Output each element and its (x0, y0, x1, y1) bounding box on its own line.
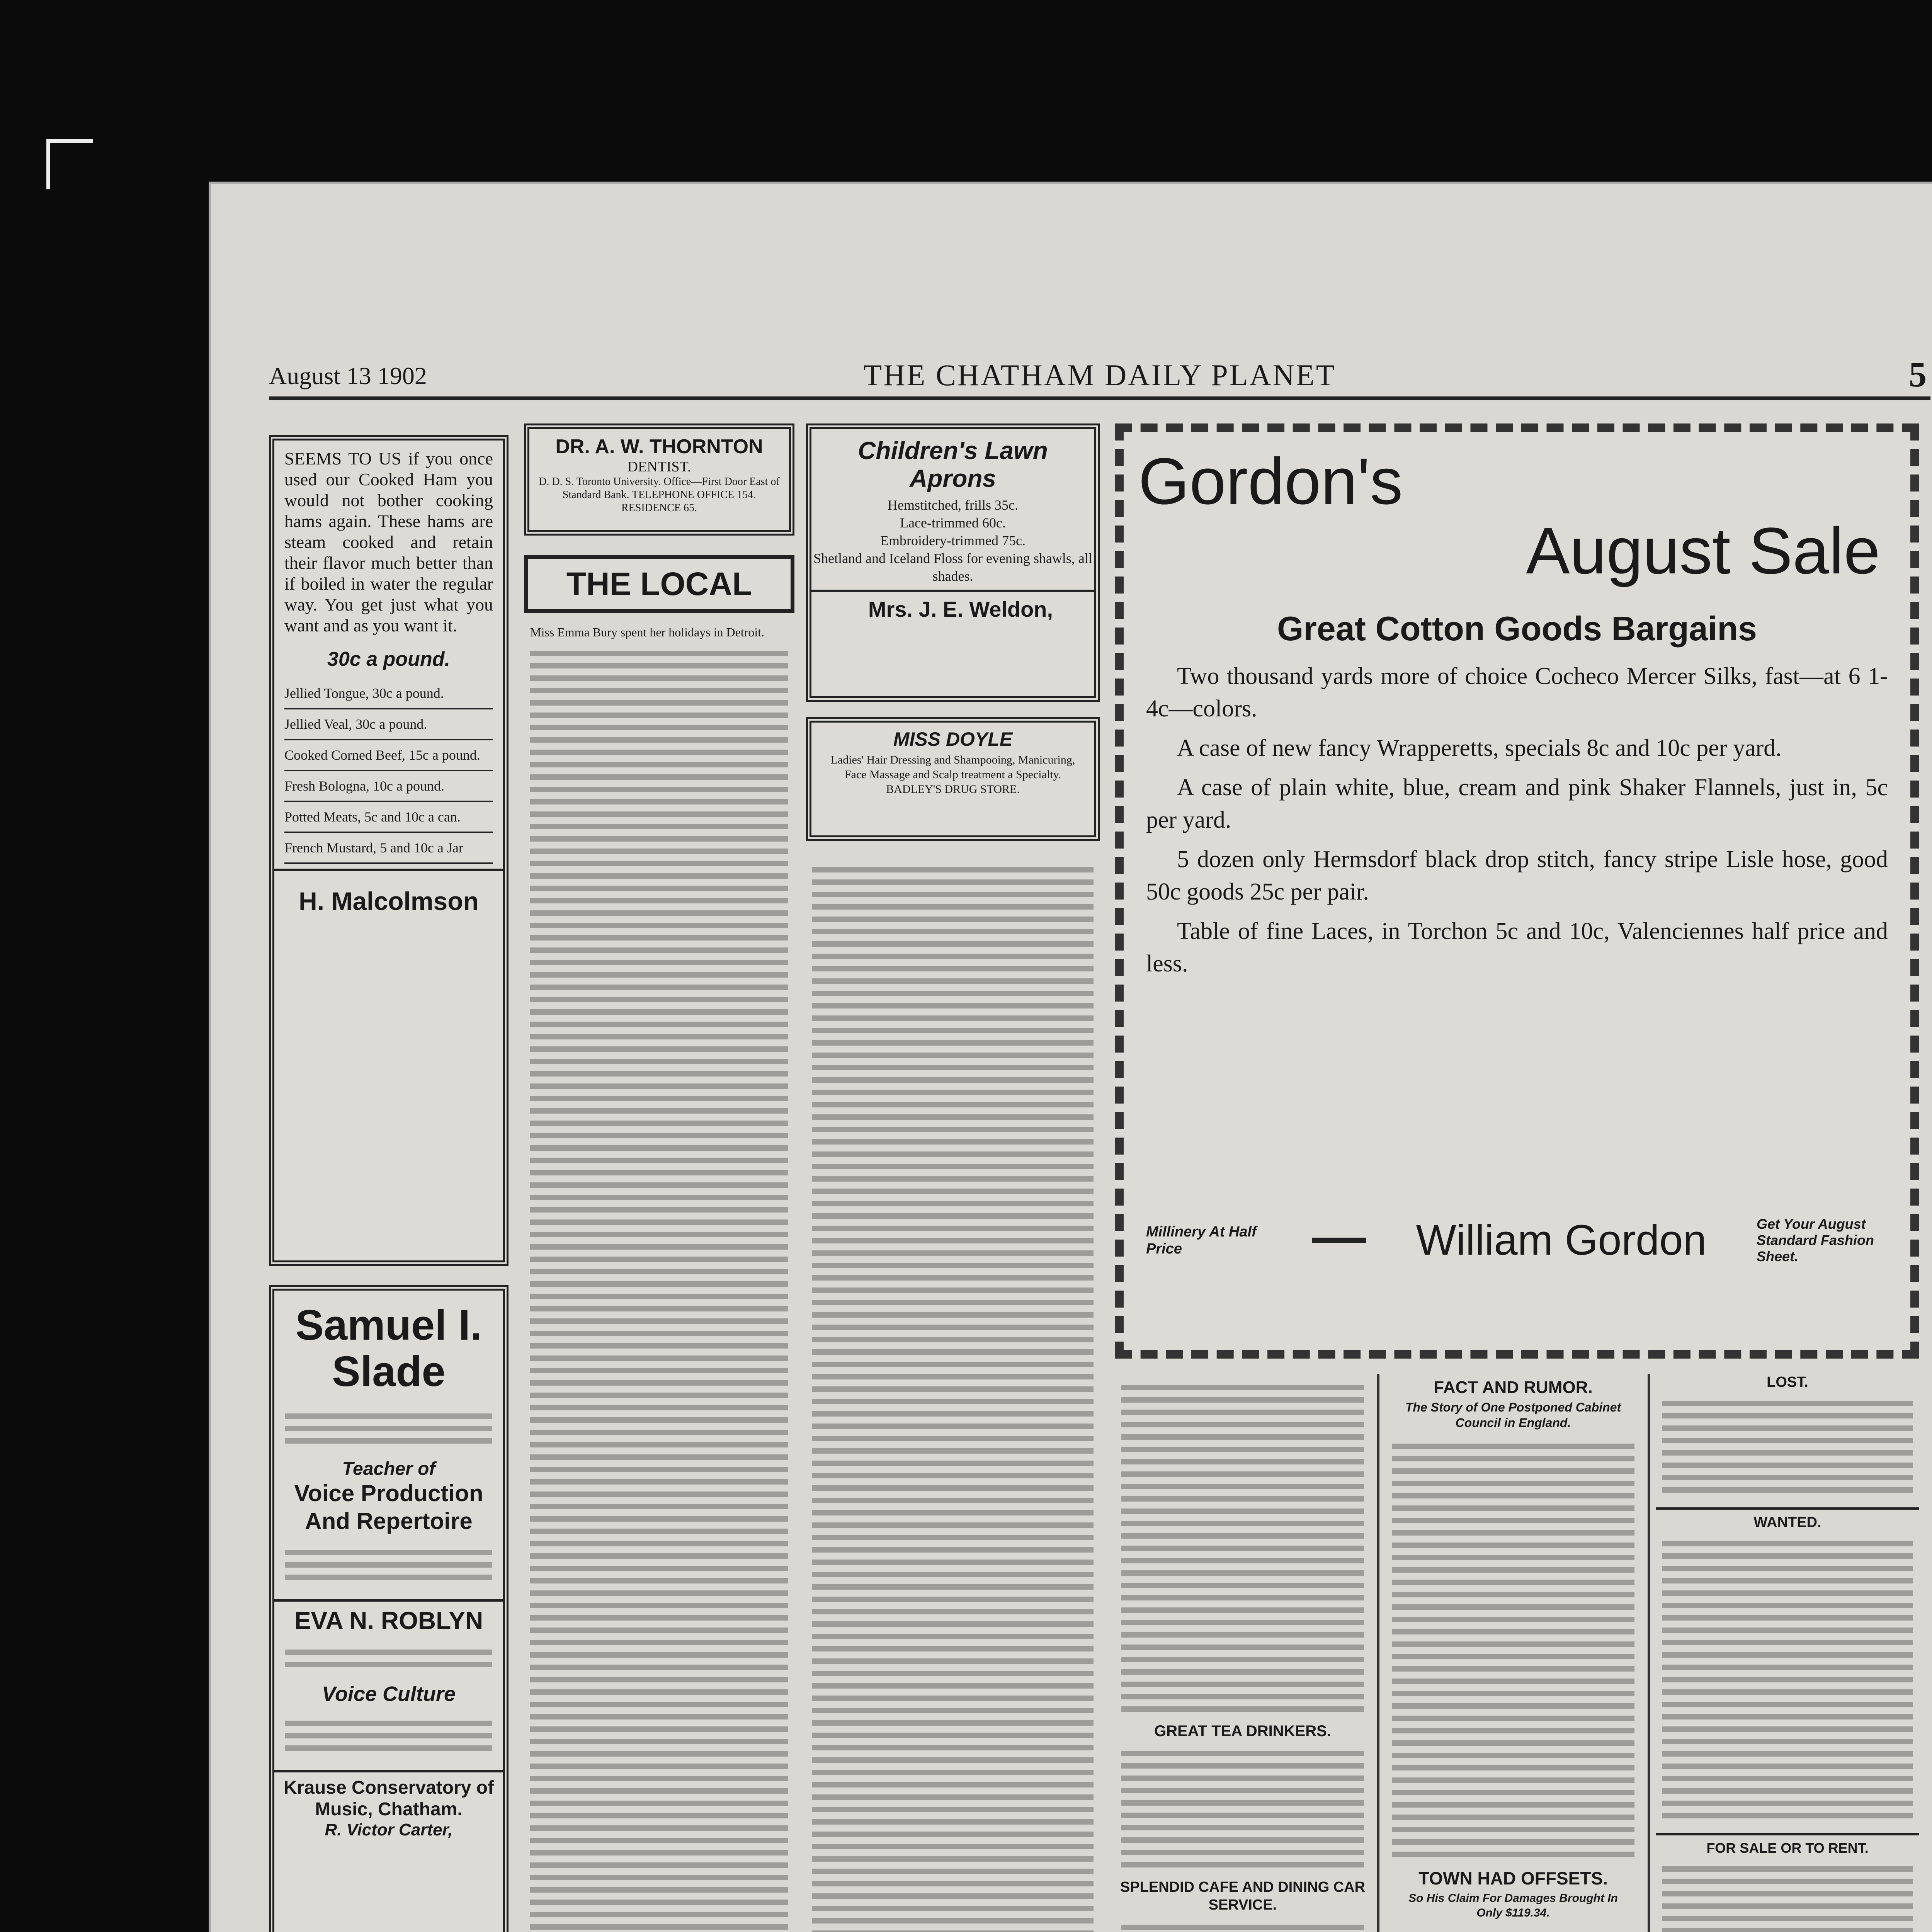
gordon-paragraph: A case of new fancy Wrapperetts, specials 8c and 10c per yard. (1177, 735, 1782, 761)
text-line (530, 849, 788, 854)
text-line (530, 1504, 788, 1509)
text-line (812, 1003, 1094, 1009)
text-line (530, 1702, 788, 1707)
text-line (812, 1053, 1094, 1058)
text-line (530, 1689, 788, 1695)
local-budget-heading-box (524, 555, 794, 613)
text-line (530, 1244, 788, 1250)
fact-subheading: The Story of One Postponed Cabinet Council in England. (1405, 1400, 1621, 1430)
text-line (530, 824, 788, 829)
ham-item: French Mustard, 5 and 10c a Jar (284, 833, 493, 864)
text-line (530, 1022, 788, 1027)
text-line (530, 1603, 788, 1608)
text-line (530, 1059, 788, 1064)
text-line (530, 1628, 788, 1633)
newspaper-page (209, 182, 1932, 1932)
gordon-millinery: Millinery At Half Price (1146, 1223, 1257, 1257)
apron-item: Shetland and Iceland Floss for evening shawls, all shades. (813, 551, 1092, 584)
text-line (812, 1522, 1094, 1528)
roblyn-subject: Voice Culture (321, 1682, 456, 1706)
text-line (812, 991, 1094, 996)
text-line (812, 1646, 1094, 1651)
ham-item: Jellied Veal, 30c a pound. (284, 709, 493, 740)
great-tea-heading: GREAT TEA DRINKERS. (1154, 1723, 1331, 1740)
text-line (530, 1182, 788, 1188)
text-line (812, 1312, 1094, 1318)
local-budget-first-item: Miss Emma Bury spent her holidays in Detroit. (530, 625, 765, 639)
text-line (530, 1578, 788, 1583)
text-line (812, 1473, 1094, 1478)
for-sale-heading: FOR SALE OR TO RENT. (1706, 1840, 1869, 1856)
text-line (530, 700, 788, 706)
text-line (812, 1560, 1094, 1565)
text-line (812, 1930, 1094, 1932)
slade-subject: Voice Production And Repertoire (294, 1480, 483, 1534)
text-line (530, 787, 788, 792)
text-line (812, 917, 1094, 922)
text-line (812, 1720, 1094, 1726)
roblyn-name: EVA N. ROBLYN (294, 1607, 483, 1634)
text-line (530, 1083, 788, 1089)
text-line (530, 960, 788, 965)
text-line (812, 1597, 1094, 1602)
apron-item: Embroidery-trimmed 75c. (880, 533, 1026, 548)
text-line (812, 1263, 1094, 1268)
text-line (812, 941, 1094, 947)
text-line (812, 1362, 1094, 1367)
text-line (530, 1331, 788, 1336)
text-line (812, 867, 1094, 872)
text-line (530, 1652, 788, 1658)
text-line (812, 966, 1094, 971)
text-line (530, 688, 788, 693)
text-line (812, 1794, 1094, 1800)
text-line (812, 1139, 1094, 1145)
text-line (812, 1015, 1094, 1021)
text-line (530, 1912, 788, 1917)
text-line (530, 1009, 788, 1015)
text-line (812, 929, 1094, 934)
text-line (530, 1207, 788, 1213)
text-line (530, 1887, 788, 1893)
text-line (812, 1832, 1094, 1837)
text-line (530, 1281, 788, 1287)
text-line (812, 1065, 1094, 1070)
text-line (530, 1900, 788, 1905)
slade-role: Teacher of (342, 1459, 435, 1479)
fact-heading: FACT AND RUMOR. (1434, 1378, 1593, 1397)
text-line (530, 1726, 788, 1732)
text-line (812, 954, 1094, 959)
text-line (530, 1801, 788, 1806)
text-line (530, 910, 788, 916)
text-line (530, 1071, 788, 1077)
text-line (530, 713, 788, 718)
text-line (530, 811, 788, 817)
text-line (530, 985, 788, 990)
text-line (812, 1609, 1094, 1614)
text-line (812, 1325, 1094, 1330)
text-line (812, 1683, 1094, 1689)
text-line (530, 886, 788, 891)
column-4 (1115, 1374, 1370, 1932)
text-line (530, 675, 788, 681)
personal-notes-column (806, 856, 1100, 1932)
text-line (812, 1213, 1094, 1219)
text-line (530, 1924, 788, 1930)
text-line (812, 1881, 1094, 1886)
text-line (812, 1510, 1094, 1515)
text-line (812, 1300, 1094, 1305)
text-line (530, 1850, 788, 1855)
text-line (530, 1442, 788, 1447)
text-line (530, 836, 788, 842)
wanted-heading: WANTED. (1753, 1514, 1821, 1531)
text-line (812, 1671, 1094, 1676)
town-heading: TOWN HAD OFFSETS. (1418, 1868, 1608, 1888)
text-line (812, 879, 1094, 885)
text-line (530, 1862, 788, 1868)
thornton-title: DENTIST. (627, 459, 691, 475)
gordon-paragraph: 5 dozen only Hermsdorf black drop stitch, fancy stripe Lisle hose, good 50c goods 25c per pair. (1146, 846, 1888, 905)
text-line (530, 1368, 788, 1373)
ham-item: Potted Meats, 5c and 10c a can. (284, 802, 493, 833)
text-line (812, 1696, 1094, 1701)
text-line (812, 1250, 1094, 1256)
local-budget-heading: THE LOCAL (566, 566, 752, 602)
text-line (530, 1677, 788, 1682)
text-line (812, 1164, 1094, 1169)
thornton-ad (524, 423, 794, 536)
column-rule (1377, 1374, 1379, 1932)
text-line (530, 1306, 788, 1311)
text-line (530, 1665, 788, 1670)
text-line (812, 1547, 1094, 1553)
ham-ad (269, 435, 509, 1266)
text-line (812, 1869, 1094, 1874)
slade-name: Samuel I. Slade (295, 1301, 482, 1395)
lost-heading: LOST. (1767, 1374, 1808, 1390)
text-line (530, 997, 788, 1002)
text-line (812, 1844, 1094, 1849)
ham-item: Fresh Bologna, 10c a pound. (284, 771, 493, 802)
text-line (812, 1733, 1094, 1738)
text-line (530, 1158, 788, 1163)
text-line (812, 1151, 1094, 1157)
text-line (530, 1492, 788, 1497)
text-line (530, 1145, 788, 1151)
text-line (530, 1590, 788, 1596)
text-line (530, 1566, 788, 1571)
text-line (812, 1757, 1094, 1763)
text-line (812, 1386, 1094, 1392)
text-line (530, 1380, 788, 1386)
text-line (530, 1046, 788, 1052)
conservatory-director: R. Victor Carter, (325, 1820, 453, 1839)
text-line (812, 1856, 1094, 1862)
thornton-name: DR. A. W. THORNTON (555, 435, 763, 458)
text-line (812, 1906, 1094, 1911)
text-line (812, 1918, 1094, 1923)
text-line (812, 1399, 1094, 1404)
text-line (812, 1893, 1094, 1899)
text-line (812, 1275, 1094, 1281)
text-line (812, 978, 1094, 984)
text-line (812, 1337, 1094, 1342)
text-line (530, 1121, 788, 1126)
column-6-classifieds (1656, 1374, 1919, 1932)
text-line (530, 1170, 788, 1175)
text-line (530, 1788, 788, 1794)
text-line (812, 1423, 1094, 1429)
ham-ad-merchant: H. Malcolmson (299, 887, 479, 915)
text-line (812, 1114, 1094, 1120)
text-line (530, 1343, 788, 1349)
text-line (530, 1454, 788, 1460)
column-5 (1386, 1374, 1641, 1932)
text-line (530, 1615, 788, 1621)
text-line (530, 1776, 788, 1781)
text-line (812, 1819, 1094, 1825)
aprons-merchant: Mrs. J. E. Weldon, (868, 597, 1053, 621)
text-line (812, 1176, 1094, 1182)
text-line (812, 892, 1094, 897)
text-line (812, 1658, 1094, 1664)
text-line (812, 1448, 1094, 1454)
text-line (530, 898, 788, 903)
text-line (530, 774, 788, 780)
text-line (812, 1621, 1094, 1627)
text-line (530, 1232, 788, 1237)
newspaper-title: THE CHATHAM DAILY PLANET (863, 358, 1336, 392)
text-line (812, 1572, 1094, 1577)
text-line (530, 1269, 788, 1274)
splendid-heading: SPLENDID CAFE AND DINING CAR SERVICE. (1120, 1879, 1366, 1913)
text-line (530, 1195, 788, 1200)
text-line (530, 663, 788, 668)
ham-item: Jellied Tongue, 30c a pound. (284, 679, 493, 709)
text-line (812, 1374, 1094, 1379)
text-line (812, 1436, 1094, 1441)
gordon-paragraph: Table of fine Laces, in Torchon 5c and 10c, Valenciennes half price and less. (1146, 918, 1888, 977)
text-line (530, 1034, 788, 1039)
doyle-body: Ladies' Hair Dressing and Shampooing, Manicuring, Face Massage and Scalp treatment a Specialty. BADLEY'S DRUG STORE. (830, 753, 1075, 796)
text-line (530, 1739, 788, 1744)
text-line (530, 1430, 788, 1435)
text-line (812, 1349, 1094, 1355)
apron-item: Lace-trimmed 60c. (900, 515, 1006, 531)
apron-item: Hemstitched, frills 35c. (888, 497, 1018, 513)
text-line (812, 1782, 1094, 1787)
thornton-details: D. D. S. Toronto University. Office—First Door East of Standard Bank. TELEPHONE OFFICE 154. RESIDENCE 65. (539, 476, 780, 514)
text-line (530, 750, 788, 755)
page-number: 5 (1909, 355, 1927, 394)
text-line (812, 1535, 1094, 1540)
text-line (530, 1294, 788, 1299)
text-line (530, 1096, 788, 1101)
text-line (530, 972, 788, 978)
text-line (530, 1479, 788, 1485)
text-line (530, 1751, 788, 1757)
text-line (812, 1745, 1094, 1750)
ham-ad-items (274, 679, 503, 864)
conservatory-name: Krause Conservatory of Music, Chatham. (283, 1777, 494, 1820)
text-line (812, 1028, 1094, 1033)
ham-ad-price: 30c a pound. (327, 648, 450, 670)
gordon-paragraph: A case of plain white, blue, cream and pink Shaker Flannels, just in, 5c per yard. (1146, 774, 1888, 833)
text-line (530, 1417, 788, 1423)
text-line (812, 1770, 1094, 1775)
text-line (530, 1257, 788, 1262)
text-line (530, 1467, 788, 1472)
gordon-tag: Get Your August Standard Fashion Sheet. (1756, 1216, 1874, 1264)
doyle-ad (806, 717, 1100, 841)
text-line (812, 1287, 1094, 1293)
text-line (530, 923, 788, 928)
text-line (530, 1640, 788, 1645)
gordon-paragraphs (1138, 660, 1896, 980)
issue-date: August 13 1902 (269, 362, 427, 389)
text-line (530, 1219, 788, 1225)
text-line (812, 1189, 1094, 1194)
text-line (530, 1553, 788, 1559)
text-line (530, 1714, 788, 1719)
arrow-icon (1312, 1238, 1366, 1243)
text-line (530, 1541, 788, 1546)
text-line (812, 1708, 1094, 1713)
text-line (530, 1393, 788, 1398)
text-line (530, 1516, 788, 1522)
text-line (812, 1077, 1094, 1083)
masthead (269, 354, 1930, 400)
ham-item: Cooked Corned Beef, 15c a pound. (284, 740, 493, 771)
text-line (530, 1529, 788, 1534)
town-subheading: So His Claim For Damages Brought In Only $119.34. (1408, 1892, 1618, 1919)
text-line (812, 1226, 1094, 1231)
ham-ad-body: SEEMS TO US if you once used our Cooked Ham you would not bother cooking hams again. These hams are steam cooked and retain their flavor much better than if boiled in water the regular way. You get just what you want and as you want it. (284, 449, 493, 635)
text-line (812, 1411, 1094, 1417)
text-line (530, 651, 788, 656)
text-line (530, 873, 788, 879)
text-line (530, 935, 788, 940)
text-line (812, 1461, 1094, 1466)
text-line (812, 1090, 1094, 1095)
text-line (530, 799, 788, 804)
text-line (530, 1875, 788, 1880)
aprons-items (811, 496, 1094, 585)
text-line (812, 904, 1094, 910)
text-line (530, 725, 788, 730)
text-line (530, 947, 788, 953)
text-line (812, 1201, 1094, 1206)
text-line (530, 1133, 788, 1138)
text-line (812, 1498, 1094, 1503)
text-line (812, 1634, 1094, 1639)
slade-ad (269, 1285, 509, 1932)
text-line (530, 861, 788, 866)
gordon-subtitle: Great Cotton Goods Bargains (1277, 609, 1757, 648)
text-line (530, 1838, 788, 1843)
text-line (530, 1825, 788, 1831)
aprons-ad (806, 423, 1100, 702)
gordon-ad (1115, 423, 1919, 1359)
text-line (812, 1238, 1094, 1243)
text-line (530, 1108, 788, 1114)
text-line (812, 1807, 1094, 1812)
text-line (530, 1318, 788, 1324)
text-line (812, 1584, 1094, 1590)
text-line (812, 1040, 1094, 1046)
gordon-title-2: August Sale (1526, 514, 1880, 588)
local-budget-column (524, 621, 794, 1932)
text-line (812, 1485, 1094, 1491)
text-line (530, 762, 788, 767)
text-line (530, 1813, 788, 1818)
text-line (812, 1102, 1094, 1107)
text-line (530, 737, 788, 743)
gordon-merchant: William Gordon (1416, 1216, 1707, 1264)
column-rule (1648, 1374, 1650, 1932)
text-line (530, 1355, 788, 1361)
text-line (530, 1405, 788, 1410)
gordon-paragraph: Two thousand yards more of choice Cocheco Mercer Silks, fast—at 6 1-4c—colors. (1146, 663, 1888, 722)
aprons-title: Children's Lawn Aprons (858, 437, 1048, 492)
doyle-name: MISS DOYLE (893, 728, 1013, 750)
corner-mark-top-left (46, 139, 93, 189)
gordon-title-1: Gordon's (1138, 445, 1403, 518)
text-line (812, 1127, 1094, 1132)
text-line (530, 1764, 788, 1769)
